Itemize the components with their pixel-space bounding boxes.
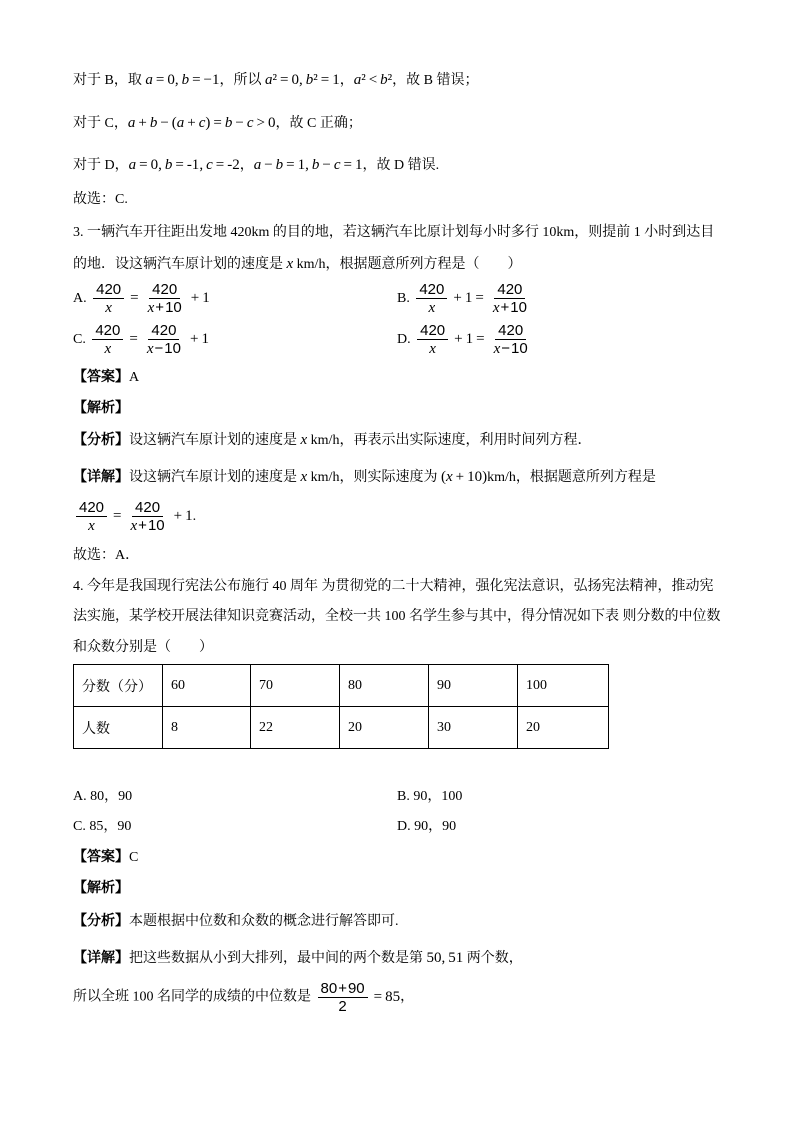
- text-run: ，: [239, 158, 254, 173]
- fraction-numerator: 420: [92, 322, 123, 340]
- math-expression: + 1: [189, 331, 209, 348]
- text-run: 对于 B，取: [73, 73, 146, 88]
- math-expression: a − b = 1, b − c = 1: [253, 157, 363, 173]
- q4-option-d: [397, 817, 456, 837]
- table-cell: 20: [340, 707, 429, 749]
- text-run: km/h，再表示出实际速度，利用时间列方程．: [307, 433, 592, 448]
- math-expression: a = 0, b = -1, c = -2: [128, 157, 240, 173]
- text-run: .: [192, 509, 197, 525]
- text-run: ，: [400, 989, 415, 1005]
- math-expression: a² = 0, b² = 1: [265, 72, 340, 88]
- text-run: B. 90，100: [397, 789, 463, 804]
- q4-stem-line-1: [73, 577, 714, 597]
- q3-option-c: [73, 322, 209, 358]
- section-label: 【分析】: [73, 914, 129, 929]
- fraction-numerator: 420: [149, 281, 180, 299]
- text-run: ，所以: [219, 73, 265, 88]
- q4-answer: [73, 848, 138, 868]
- fraction: [318, 980, 368, 1015]
- text-run: ，故 B 错误；: [392, 73, 479, 88]
- fraction-numerator: 420: [417, 322, 448, 340]
- solution-line-c: [73, 113, 362, 134]
- fraction: [416, 281, 447, 317]
- fraction-denominator: x: [429, 341, 436, 357]
- fraction: [93, 281, 124, 317]
- text-run: 对于 D，: [73, 158, 129, 173]
- q4-option-b: [397, 787, 462, 807]
- text-run: km/h，根据题意所列方程是: [487, 470, 656, 485]
- q3-detail: [73, 467, 656, 488]
- fraction-numerator: 420: [495, 322, 526, 340]
- math-expression: = 85: [373, 988, 401, 1005]
- text-run: 4. 今年是我国现行宪法公布施行 40 周年 为贯彻党的二十大精神，强化宪法意识，弘扬宪法精神，推动宪: [73, 579, 714, 594]
- fraction-denominator: x+10: [147, 299, 182, 316]
- math-expression: 50, 51: [426, 950, 464, 966]
- table-row: [74, 665, 609, 707]
- q3-analysis-heading: [73, 399, 129, 419]
- fraction: [128, 499, 168, 535]
- math-expression: =: [130, 290, 139, 307]
- table-cell: 22: [251, 707, 340, 749]
- section-label: 【答案】: [73, 370, 129, 385]
- fraction-denominator: x−10: [146, 340, 181, 357]
- q4-analysis: [73, 912, 399, 932]
- q4-stem-line-2: [73, 607, 721, 627]
- solution-conclusion: [73, 190, 128, 210]
- fraction-denominator: x: [428, 300, 436, 316]
- text-run: D. 90，90: [397, 819, 457, 834]
- q3-stem-line-1: [73, 223, 714, 243]
- table-row: [74, 707, 609, 749]
- fraction-denominator: x+10: [130, 517, 165, 534]
- q3-option-d: [397, 322, 534, 358]
- section-label: 【分析】: [73, 433, 129, 448]
- fraction-denominator: x: [88, 518, 95, 534]
- text-run: 对于 C，: [73, 116, 128, 131]
- text-run: km/h，则实际速度为: [307, 470, 441, 485]
- math-expression: x: [300, 469, 308, 485]
- text-run: A. 80，90: [73, 789, 133, 804]
- text-run: C. 85，90: [73, 819, 132, 834]
- q4-median-line: [73, 980, 414, 1015]
- fraction: [76, 499, 107, 535]
- solution-line-b: [73, 70, 479, 91]
- math-expression: x: [286, 256, 294, 272]
- fraction-numerator: 420: [93, 281, 124, 299]
- section-label: 【解析】: [73, 881, 129, 896]
- section-label: 【详解】: [73, 951, 129, 966]
- section-label: 【详解】: [73, 470, 129, 485]
- math-expression: =: [129, 331, 138, 348]
- fraction: [145, 281, 185, 317]
- table-cell: 20: [518, 707, 609, 749]
- table-cell: 60: [163, 665, 251, 707]
- text-run: 本题根据中位数和众数的概念进行解答即可.: [129, 914, 399, 929]
- q3-option-a: [73, 281, 210, 317]
- text-run: 设这辆汽车原计划的速度是: [129, 470, 301, 485]
- fraction-denominator: x+10: [492, 299, 527, 316]
- q4-analysis-heading: [73, 879, 129, 899]
- text-run: 所以全班 100 名同学的成绩的中位数是: [73, 989, 315, 1005]
- q3-stem-line-2: [73, 254, 521, 275]
- text-run: A.: [73, 291, 91, 307]
- q4-detail: [73, 948, 523, 969]
- fraction-numerator: 420: [76, 499, 107, 517]
- text-run: 把这些数据从小到大排列，最中间的两个数是第: [129, 951, 427, 966]
- table-cell: 100: [518, 665, 609, 707]
- table-cell: 70: [251, 665, 340, 707]
- score-table: [73, 664, 609, 749]
- table-header-cell: 人数: [74, 707, 163, 749]
- fraction: [491, 322, 531, 358]
- table-header-cell: 分数（分）: [74, 665, 163, 707]
- q4-option-c: [73, 817, 131, 837]
- fraction: [92, 322, 123, 358]
- text-run: 和众数分别是（ ）: [73, 640, 213, 655]
- text-run: C: [129, 850, 139, 865]
- math-expression: + 1 =: [454, 331, 485, 348]
- table-cell: 8: [163, 707, 251, 749]
- section-label: 【答案】: [73, 850, 129, 865]
- fraction-denominator: x: [105, 300, 112, 316]
- fraction-denominator: x−10: [493, 340, 528, 357]
- text-run: 故选：C.: [73, 192, 128, 207]
- text-run: ，: [339, 73, 354, 88]
- fraction: [490, 281, 530, 317]
- text-run: 故选：A．: [73, 548, 140, 563]
- text-run: 设这辆汽车原计划的速度是: [129, 433, 301, 448]
- text-run: km/h，根据题意所列方程是（ ）: [293, 257, 522, 272]
- fraction-numerator: 420: [416, 281, 447, 299]
- fraction-numerator: 420: [148, 322, 179, 340]
- table-cell: 80: [340, 665, 429, 707]
- math-expression: + 1 =: [453, 290, 484, 307]
- text-run: 两个数，: [463, 951, 523, 966]
- text-run: C.: [73, 332, 90, 348]
- fraction-numerator: 420: [132, 499, 163, 517]
- fraction-denominator: x: [104, 341, 112, 357]
- section-label: 【解析】: [73, 401, 129, 416]
- fraction-numerator: 420: [494, 281, 525, 299]
- text-run: 法实施，某学校开展法律知识竞赛活动，全校一共 100 名学生参与其中，得分情况如下表 则分数的中位数: [73, 609, 721, 624]
- text-run: A: [129, 370, 140, 385]
- fraction: [144, 322, 184, 358]
- text-run: ，故 C 正确；: [275, 116, 362, 131]
- q3-answer: [73, 368, 139, 388]
- math-expression: (x + 10): [440, 469, 488, 485]
- fraction-denominator: 2: [338, 998, 347, 1015]
- text-run: D.: [397, 332, 415, 348]
- text-run: 3. 一辆汽车开往距出发地 420km 的目的地，若这辆汽车比原计划每小时多行 10km，则提前 1 小时到达目: [73, 225, 715, 240]
- math-expression: x: [300, 432, 308, 448]
- text-run: 的地．设这辆汽车原计划的速度是: [73, 257, 287, 272]
- q4-option-a: [73, 787, 132, 807]
- math-expression: =: [113, 508, 122, 525]
- text-run: B.: [397, 291, 414, 307]
- fraction: [417, 322, 448, 358]
- q3-option-b: [397, 281, 533, 317]
- table-cell: 90: [429, 665, 518, 707]
- math-expression: a = 0, b = −1: [145, 72, 220, 88]
- math-expression: + 1: [190, 290, 210, 307]
- math-expression: a + b − (a + c) = b − c > 0: [127, 115, 276, 131]
- math-expression: a² < b²: [353, 72, 393, 88]
- text-run: ，故 D 错误.: [362, 158, 440, 173]
- q3-detail-equation: [73, 499, 196, 535]
- math-expression: + 1: [173, 508, 193, 525]
- q3-conclusion: [73, 546, 139, 566]
- table-cell: 30: [429, 707, 518, 749]
- fraction-numerator: 80+90: [318, 980, 368, 998]
- solution-line-d: [73, 155, 439, 176]
- q3-analysis: [73, 430, 591, 451]
- q4-stem-line-3: [73, 638, 213, 658]
